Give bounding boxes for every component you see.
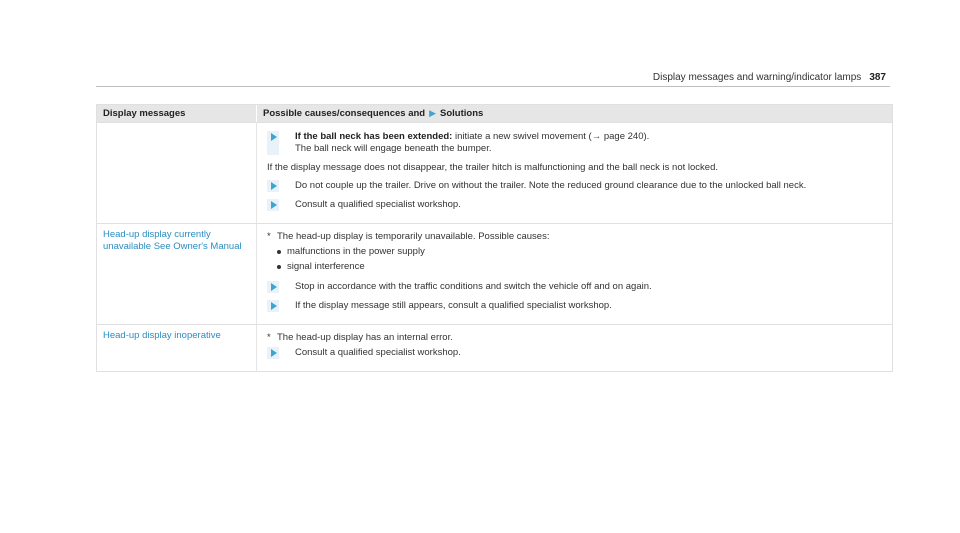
table-header: [97, 105, 892, 122]
triangle-right-icon: [271, 133, 277, 141]
step-text: If the display message still appears, consult a qualified specialist workshop.: [295, 300, 612, 311]
col-header-solutions-label: Solutions: [440, 108, 484, 119]
step-text: Do not couple up the trailer. Drive on without the trailer. Note the reduced ground clearance due to the unlocked ball neck.: [295, 180, 807, 191]
triangle-right-icon: [271, 201, 277, 209]
page-number: 387: [869, 72, 886, 83]
row-message: [97, 123, 257, 223]
row-message: Head-up display inoperative: [97, 325, 257, 371]
col-header-causes: [257, 105, 892, 122]
col-header-causes-label: Possible causes/consequences and: [263, 108, 426, 119]
table-row: [97, 324, 892, 371]
step-text-line2: The ball neck will engage beneath the bumper.: [295, 143, 492, 154]
triangle-right-icon: [271, 182, 277, 190]
list-item-text: malfunctions in the power supply: [287, 246, 425, 257]
bullet-dot-icon: [277, 265, 281, 269]
solution-step: [267, 300, 886, 312]
list-item-text: signal interference: [287, 261, 365, 272]
paragraph: If the display message does not disappear, the trailer hitch is malfunctioning and the ball neck is not locked.: [267, 162, 718, 173]
asterisk-icon: *: [267, 332, 271, 343]
solution-step: [267, 180, 886, 192]
list-item: [277, 261, 886, 273]
triangle-right-icon: ▶: [429, 108, 437, 118]
messages-table: [96, 104, 893, 372]
table-row: [97, 223, 892, 324]
bullet-dot-icon: [277, 250, 281, 254]
solution-step: [267, 281, 886, 293]
solution-step: [267, 347, 886, 359]
intro-text: The head-up display has an internal error.: [277, 332, 453, 343]
step-condition: If the ball neck has been extended:: [295, 131, 453, 142]
row-content: [257, 224, 892, 324]
intro-line: [267, 231, 886, 243]
intro-line: [267, 332, 886, 344]
cause-list: [267, 246, 886, 273]
triangle-right-icon: [271, 283, 277, 291]
table-row: [97, 122, 892, 223]
row-message: Head-up display currently unavailable See Owner's Manual: [97, 224, 257, 324]
step-text: Consult a qualified specialist workshop.: [295, 199, 461, 210]
list-item: [277, 246, 886, 258]
solution-step: [267, 131, 886, 155]
col-header-display-messages: Display messages: [97, 105, 257, 122]
header-title: Display messages and warning/indicator lamps: [652, 72, 862, 83]
running-title: [653, 72, 886, 83]
asterisk-icon: *: [267, 231, 271, 242]
triangle-right-icon: [271, 349, 277, 357]
step-text: initiate a new swivel movement (→ page 240).: [452, 131, 650, 142]
solution-step: [267, 199, 886, 211]
triangle-right-icon: [271, 302, 277, 310]
intro-text: The head-up display is temporarily unavailable. Possible causes:: [277, 231, 550, 242]
row-content: [257, 123, 892, 223]
row-content: [257, 325, 892, 371]
header-rule: [96, 86, 890, 87]
step-text: Stop in accordance with the traffic conditions and switch the vehicle off and on again.: [295, 281, 652, 292]
step-text: Consult a qualified specialist workshop.: [295, 347, 461, 358]
